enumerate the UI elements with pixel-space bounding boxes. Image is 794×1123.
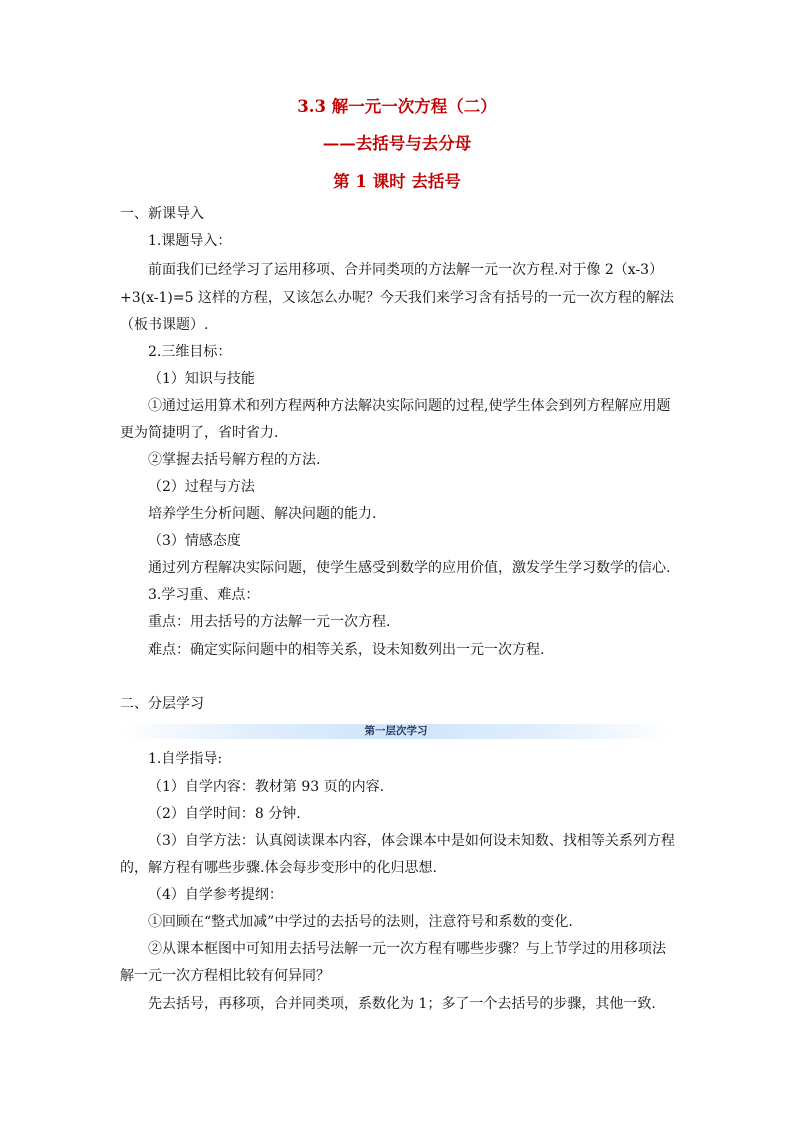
study-method-line1: （3）自学方法：认真阅读课本内容，体会课本中是如何设未知数、找相等关系列方程: [148, 833, 675, 849]
intro-line-3: （板书课题）.: [120, 317, 209, 333]
difficult-point: 难点：确定实际问题中的相等关系，设未知数列出一元一次方程.: [148, 642, 545, 658]
section1-heading: 一、新课导入: [120, 206, 204, 222]
item3-heading: 3.学习重、难点：: [148, 587, 260, 603]
level-banner: [120, 724, 672, 739]
outline-answer: 先去括号，再移项，合并同类项，系数化为 1；多了一个去括号的步骤，其他一致.: [148, 996, 656, 1012]
outline-heading: （4）自学参考提纲：: [148, 887, 283, 903]
goal2-heading: （2）过程与方法: [148, 479, 255, 495]
goal2-text: 培养学生分析问题、解决问题的能力.: [148, 506, 377, 522]
study-method-line2: 的，解方程有哪些步骤.体会每步变形中的化归思想.: [120, 860, 437, 876]
page-title: 3.3 解一元一次方程（二）: [297, 97, 497, 116]
goal1-point1-line2: 更为简捷明了，省时省力.: [120, 425, 279, 441]
lesson-title: 第 1 课时 去括号: [333, 172, 461, 191]
goal1-point1-line1: ①通过运用算术和列方程两种方法解决实际问题的过程,使学生体会到列方程解应用题: [148, 398, 671, 414]
study-content: （1）自学内容：教材第 93 页的内容.: [148, 779, 385, 795]
level-banner-label: 第一层次学习: [364, 725, 428, 737]
goal3-text: 通过列方程解决实际问题，使学生感受到数学的应用价值，激发学生学习数学的信心.: [148, 560, 671, 576]
guide-heading: 1.自学指导:: [148, 751, 223, 767]
intro-line-2: +3(x-1)=5 这样的方程，又该怎么办呢？今天我们来学习含有括号的一元一次方程的解法: [120, 290, 674, 306]
goal1-heading: （1）知识与技能: [148, 371, 255, 387]
outline-item1: ①回顾在“整式加减”中学过的去括号的法则，注意符号和系数的变化.: [148, 914, 573, 930]
item2-heading: 2.三维目标：: [148, 344, 232, 360]
outline-item2-line2: 解一元一次方程相比较有何异同？: [120, 968, 330, 984]
study-time: （2）自学时间：8 分钟.: [148, 806, 301, 822]
section2-heading: 二、分层学习: [120, 696, 204, 712]
goal1-point2: ②掌握去括号解方程的方法.: [148, 452, 321, 468]
item1-heading: 1.课题导入：: [148, 233, 232, 249]
page-subtitle: ——去括号与去分母: [322, 134, 472, 153]
intro-line-1: 前面我们已经学习了运用移项、合并同类项的方法解一元一次方程.对于像 2（x-3）: [148, 262, 664, 278]
goal3-heading: （3）情感态度: [148, 533, 241, 549]
outline-item2-line1: ②从课本框图中可知用去括号法解一元一次方程有哪些步骤？与上节学过的用移项法: [148, 941, 666, 957]
key-point: 重点：用去括号的方法解一元一次方程.: [148, 614, 391, 630]
